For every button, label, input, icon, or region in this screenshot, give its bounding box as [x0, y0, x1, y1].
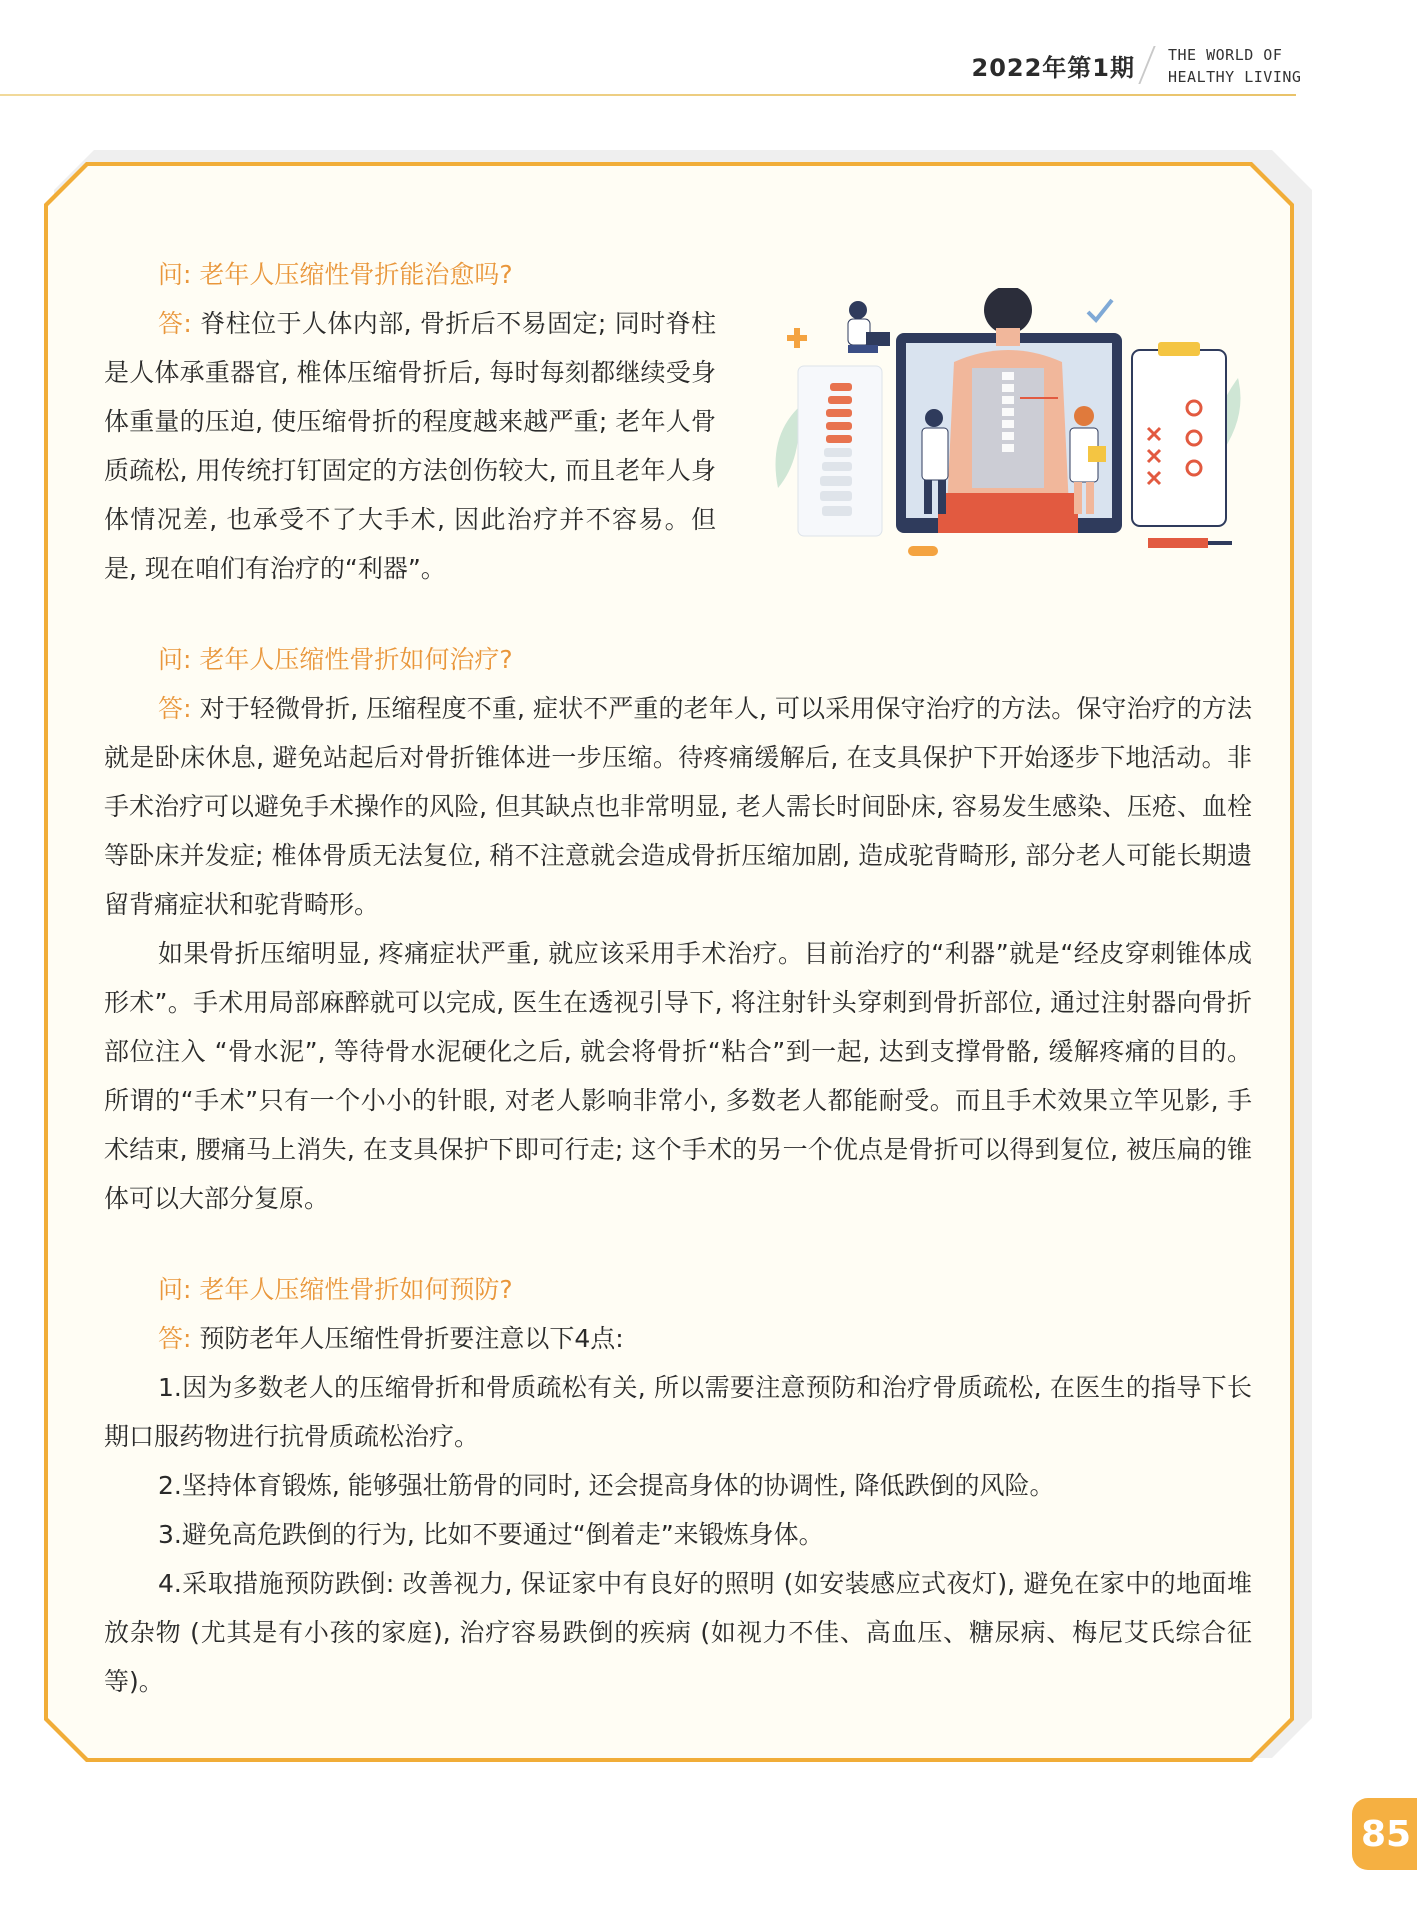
list-item: 2.坚持体育锻炼, 能够强壮筋骨的同时, 还会提高身体的协调性, 降低跌倒的风险。: [158, 1471, 1055, 1500]
article-content: [104, 250, 1252, 1706]
magazine-brand: [1168, 44, 1301, 88]
brand-line-2: HEALTHY LIVING: [1168, 68, 1302, 86]
question-heading: 问: 老年人压缩性骨折如何治疗?: [158, 645, 513, 674]
answer-text: 脊柱位于人体内部, 骨折后不易固定; 同时脊柱是人体承重器官, 椎体压缩骨折后, 每时每刻都继续受身体重量的压迫, 使压缩骨折的程度越来越严重; 老年人骨质疏松, 用传统打钉固定的方法创伤较大, 而且老年人身体情况差, 也承受不了大手术, 因此治疗并不容易。但是, 现在咱们有治疗的“利器”。: [104, 309, 716, 583]
answer-paragraph: [104, 1314, 1252, 1363]
question-heading: 问: 老年人压缩性骨折如何预防?: [158, 1275, 513, 1304]
issue-label: 2022年第1期: [971, 54, 1135, 82]
answer-text: 预防老年人压缩性骨折要注意以下4点:: [191, 1324, 624, 1353]
body-paragraph: 如果骨折压缩明显, 疼痛症状严重, 就应该采用手术治疗。目前治疗的“利器”就是“经皮穿刺锥体成形术”。手术用局部麻醉就可以完成, 医生在透视引导下, 将注射针头穿刺到骨折部位, 通过注射器向骨折部位注入 “骨水泥”, 等待骨水泥硬化之后, 就会将骨折“粘合”到一起, 达到支撑骨骼, 缓解疼痛的目的。所谓的“手术”只有一个小小的针眼, 对老人影响非常小, 多数老人都能耐受。而且手术效果立竿见影, 手术结束, 腰痛马上消失, 在支具保护下即可行走; 这个手术的另一个优点是骨折可以得到复位, 被压扁的锥体可以大部分复原。: [104, 939, 1252, 1213]
answer-block: [104, 299, 716, 593]
answer-label: 答:: [158, 309, 192, 338]
answer-paragraph: [104, 684, 1252, 929]
page-number: 85: [1352, 1798, 1417, 1870]
list-item: 4.采取措施预防跌倒: 改善视力, 保证家中有良好的照明 (如安装感应式夜灯), 避免在家中的地面堆放杂物 (尤其是有小孩的家庭), 治疗容易跌倒的疾病 (如视力不佳、高血压、糖尿病、梅尼艾氏综合征等)。: [104, 1569, 1252, 1696]
question-heading: 问: 老年人压缩性骨折能治愈吗?: [158, 260, 513, 289]
answer-label: 答:: [158, 694, 192, 723]
list-item: 3.避免高危跌倒的行为, 比如不要通过“倒着走”来锻炼身体。: [158, 1520, 824, 1549]
answer-label: 答:: [158, 1324, 192, 1353]
header-rule: [0, 94, 1296, 96]
answer-paragraph: [104, 299, 716, 593]
header-divider: [1138, 46, 1155, 84]
list-item: 1.因为多数老人的压缩骨折和骨质疏松有关, 所以需要注意预防和治疗骨质疏松, 在医生的指导下长期口服药物进行抗骨质疏松治疗。: [104, 1373, 1252, 1451]
answer-text: 对于轻微骨折, 压缩程度不重, 症状不严重的老年人, 可以采用保守治疗的方法。保守治疗的方法就是卧床休息, 避免站起后对骨折锥体进一步压缩。待疼痛缓解后, 在支具保护下开始逐步下地活动。非手术治疗可以避免手术操作的风险, 但其缺点也非常明显, 老人需长时间卧床, 容易发生感染、压疮、血栓等卧床并发症; 椎体骨质无法复位, 稍不注意就会造成骨折压缩加剧, 造成驼背畸形, 部分老人可能长期遗留背痛症状和驼背畸形。: [104, 694, 1252, 919]
brand-line-1: THE WORLD OF: [1168, 46, 1283, 64]
